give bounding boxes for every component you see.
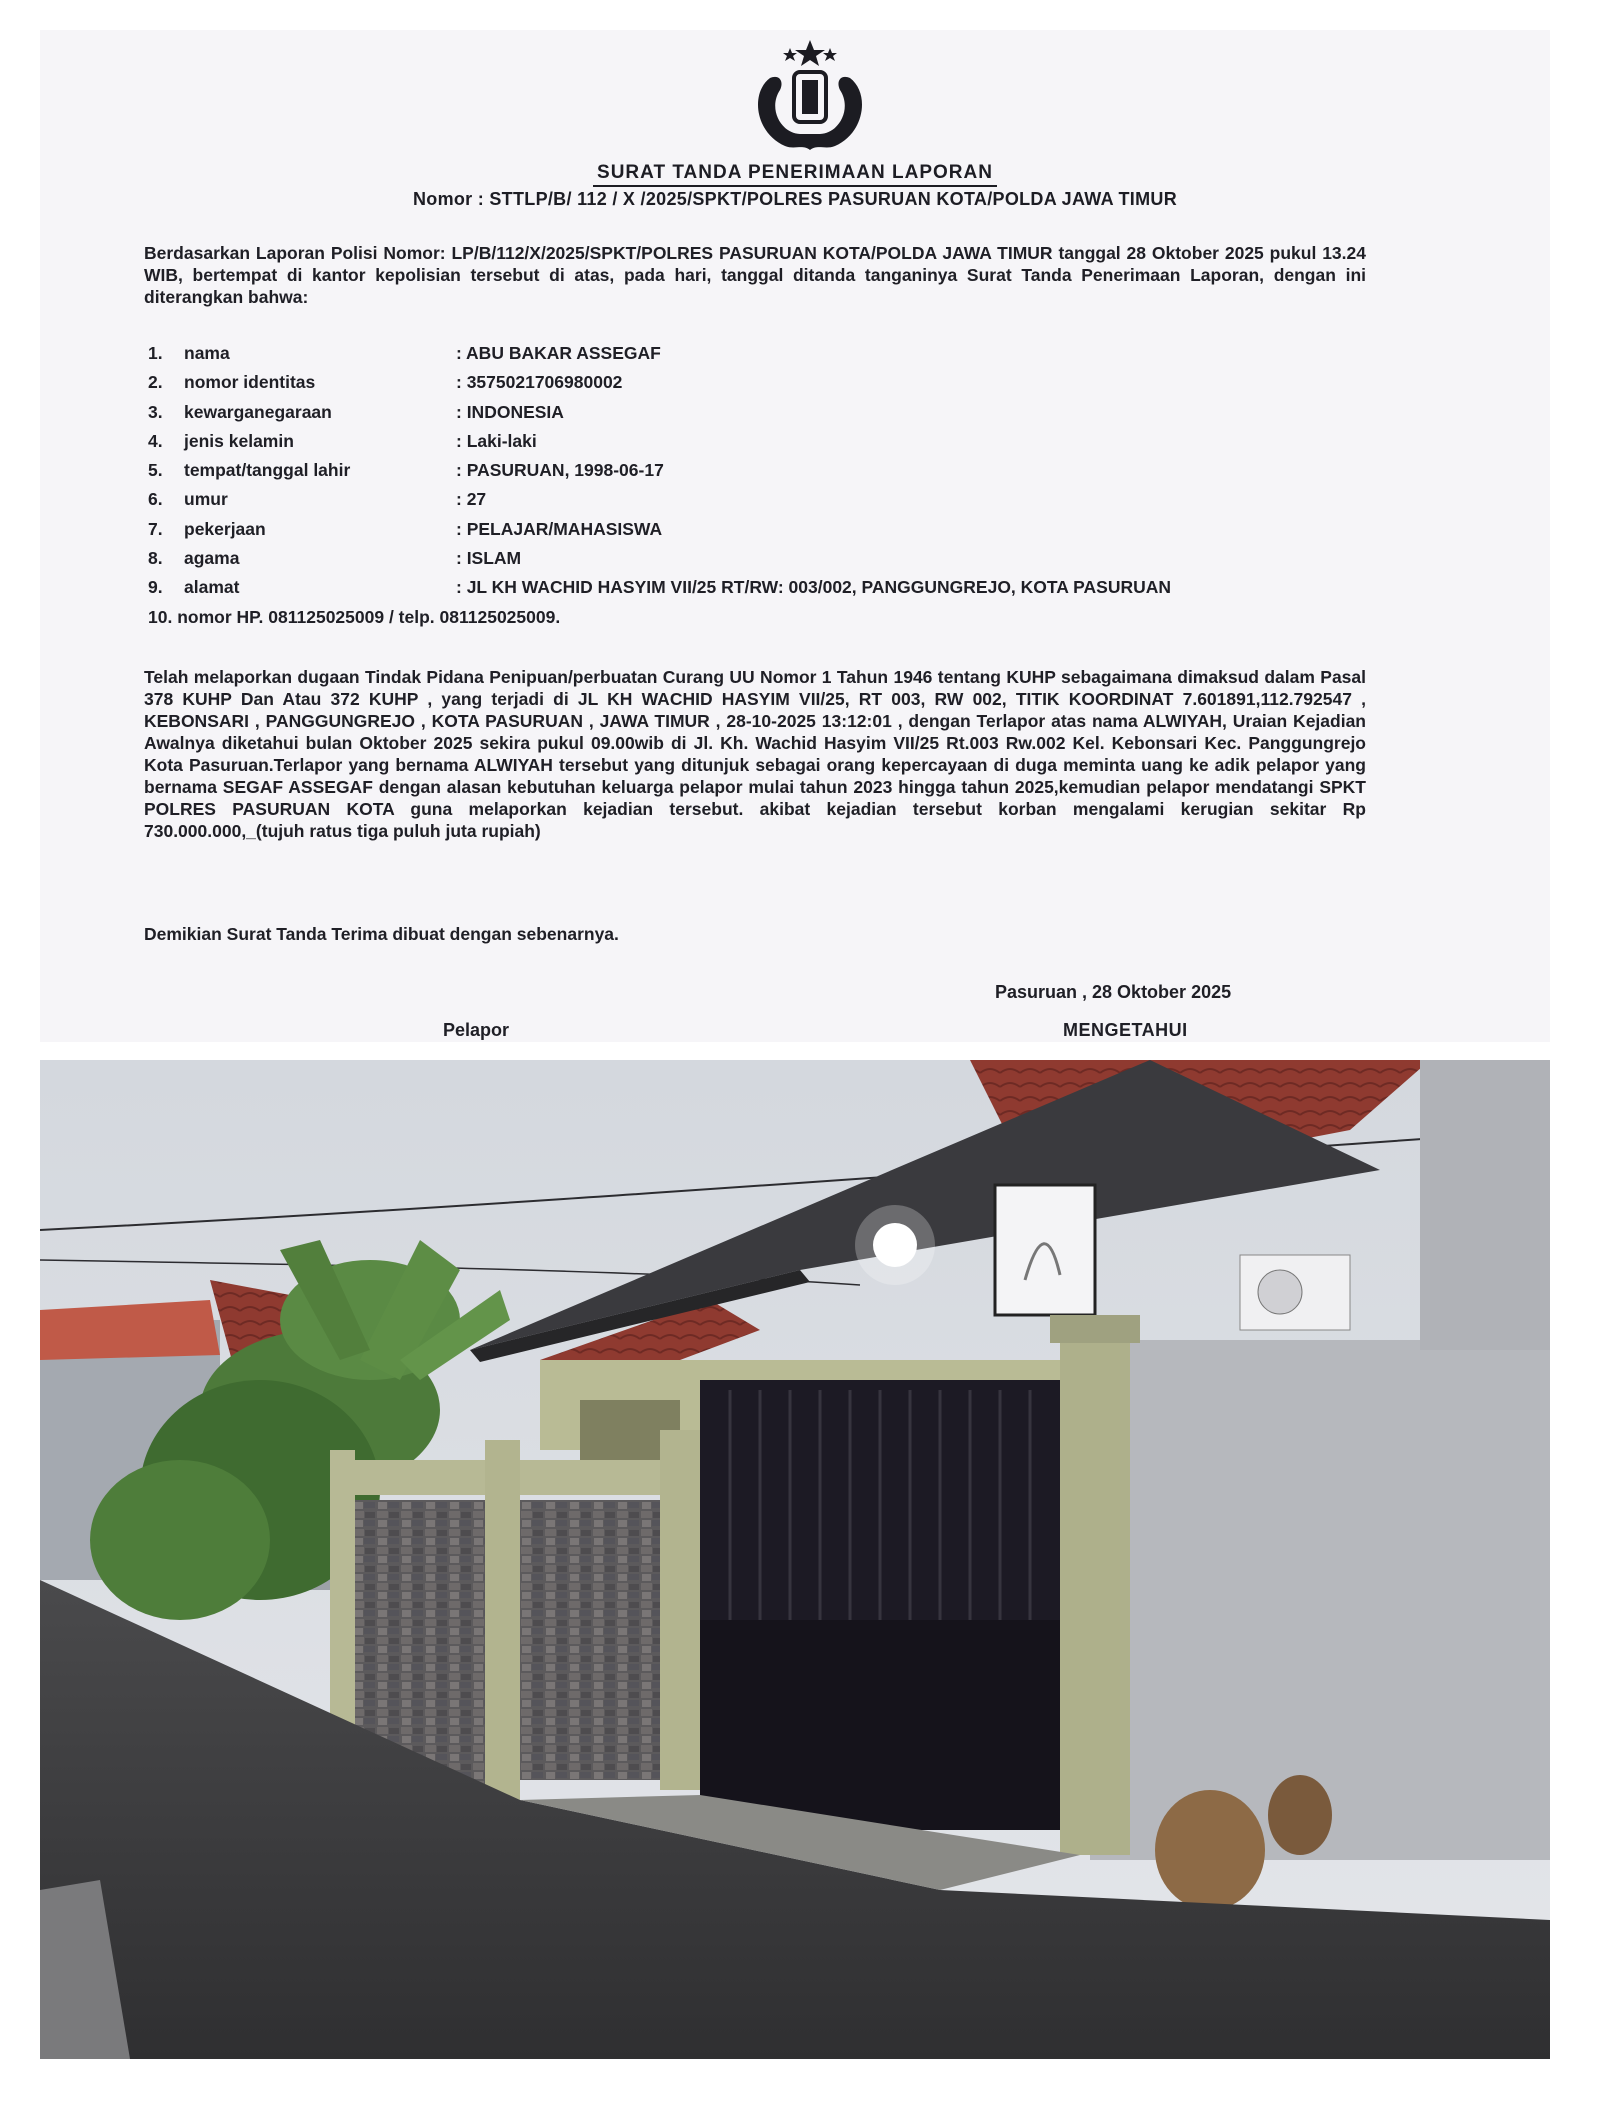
row-number: 7. (148, 518, 163, 539)
row-label: umur (184, 489, 228, 510)
row-number: 6. (148, 489, 163, 510)
row-label: kewarganegaraan (184, 401, 332, 422)
identity-row (144, 431, 1394, 460)
row-value: : 27 (456, 489, 487, 510)
document-number: Nomor : STTLP/B/ 112 / X /2025/SPKT/POLRES PASURUAN KOTA/POLDA JAWA TIMUR (412, 189, 1177, 209)
row-label: agama (184, 548, 240, 569)
row-value: : ISLAM (456, 548, 522, 569)
shop-sign (995, 1185, 1095, 1315)
row-value: : JL KH WACHID HASYIM VII/25 RT/RW: 003/002, PANGGUNGREJO, KOTA PASURUAN (456, 577, 1172, 598)
row-label: jenis kelamin (184, 430, 294, 451)
row-label: nomor identitas (184, 372, 316, 393)
row-number: 3. (148, 401, 163, 422)
house-photo (40, 1060, 1550, 2059)
identity-row (144, 577, 1394, 606)
row-value: : Laki-laki (456, 430, 537, 451)
document-title: SURAT TANDA PENERIMAAN LAPORAN (593, 162, 997, 187)
identity-row (144, 489, 1394, 518)
document-title-block (40, 162, 1550, 210)
row-number: 5. (148, 460, 163, 481)
phone-line: 10. nomor HP. 081125025009 / telp. 081125025009. (148, 606, 561, 627)
row-number: 9. (148, 577, 163, 598)
row-number: 2. (148, 372, 163, 393)
row-number: 4. (148, 430, 163, 451)
identity-row (144, 548, 1394, 577)
report-paragraph: Telah melaporkan dugaan Tindak Pidana Penipuan/perbuatan Curang UU Nomor 1 Tahun 1946 tentang KUHP sebagaimana dimaksud dalam Pasal 378 KUHP Dan Atau 372 KUHP , yang terjadi di JL KH WACHID HASYIM VII/25, RT 003, RW 002, TITIK KOORDINAT 7.601891,112.792547 , KEBONSARI , PANGGUNGREJO , KOTA PASURUAN , JAWA TIMUR , 28-10-2025 13:12:01 , dengan Terlapor atas nama ALWIYAH, Uraian Kejadian Awalnya diketahui bulan Oktober 2025 sekira pukul 09.00wib di Jl. Kh. Wachid Hasyim VII/25 Rt.003 Rw.002 Kel. Kebonsari Kec. Panggungrejo Kota Pasuruan.Terlapor yang bernama ALWIYAH tersebut yang ditunjuk sebagai orang kepercayaan di duga meminta uang ke adik pelapor yang bernama SEGAF ASSEGAF dengan alasan kebutuhan keluarga pelapor mulai tahun 2023 hingga tahun 2025,kemudian pelapor mendatangi SPKT POLRES PASURUAN KOTA guna melaporkan kejadian tersebut. akibat kejadian tersebut korban mengalami kerugian sekitar Rp 730.000.000,_(tujuh ratus tiga puluh juta rupiah) (144, 667, 1366, 841)
closing-line: Demikian Surat Tanda Terima dibuat dengan sebenarnya. (144, 924, 619, 944)
identity-row (144, 372, 1394, 401)
row-number: 1. (148, 343, 163, 363)
row-label: tempat/tanggal lahir (184, 460, 351, 481)
house-wall (1090, 1340, 1550, 1860)
row-number: 8. (148, 548, 163, 569)
signature-label-reporter: Pelapor (443, 1020, 510, 1040)
row-value: : INDONESIA (456, 401, 564, 422)
identity-row (144, 402, 1394, 431)
row-value: : ABU BAKAR ASSEGAF (456, 343, 661, 363)
row-value: : PASURUAN, 1998-06-17 (456, 460, 664, 481)
identity-row (144, 460, 1394, 489)
house-photo-illustration (40, 1060, 1550, 2059)
identity-row (144, 607, 1394, 636)
row-label: alamat (184, 577, 240, 598)
police-emblem-icon (740, 38, 880, 156)
gate-pillar (1060, 1335, 1130, 1855)
fence-pillar (660, 1430, 700, 1790)
black-gate (700, 1380, 1060, 1830)
identity-row (144, 519, 1394, 548)
signature-label-acknowledged: MENGETAHUI (1063, 1020, 1188, 1040)
row-value: : 3575021706980002 (456, 372, 623, 393)
intro-paragraph: Berdasarkan Laporan Polisi Nomor: LP/B/112/X/2025/SPKT/POLRES PASURUAN KOTA/POLDA JAWA TIMUR tanggal 28 Oktober 2025 pukul 13.24 WIB, bertempat di kantor kepolisian tersebut di atas, pada hari, tanggal ditanda tanganinya Surat Tanda Penerimaan Laporan, dengan ini diterangkan bahwa: (144, 243, 1366, 307)
identity-list (144, 343, 1394, 636)
woven-basket (1155, 1790, 1265, 1910)
identity-row (144, 343, 1394, 372)
row-label: nama (184, 343, 230, 363)
police-report-document (40, 30, 1550, 1042)
place-date: Pasuruan , 28 Oktober 2025 (995, 982, 1232, 1002)
row-value: : PELAJAR/MAHASISWA (456, 518, 663, 539)
row-label: pekerjaan (184, 518, 266, 539)
